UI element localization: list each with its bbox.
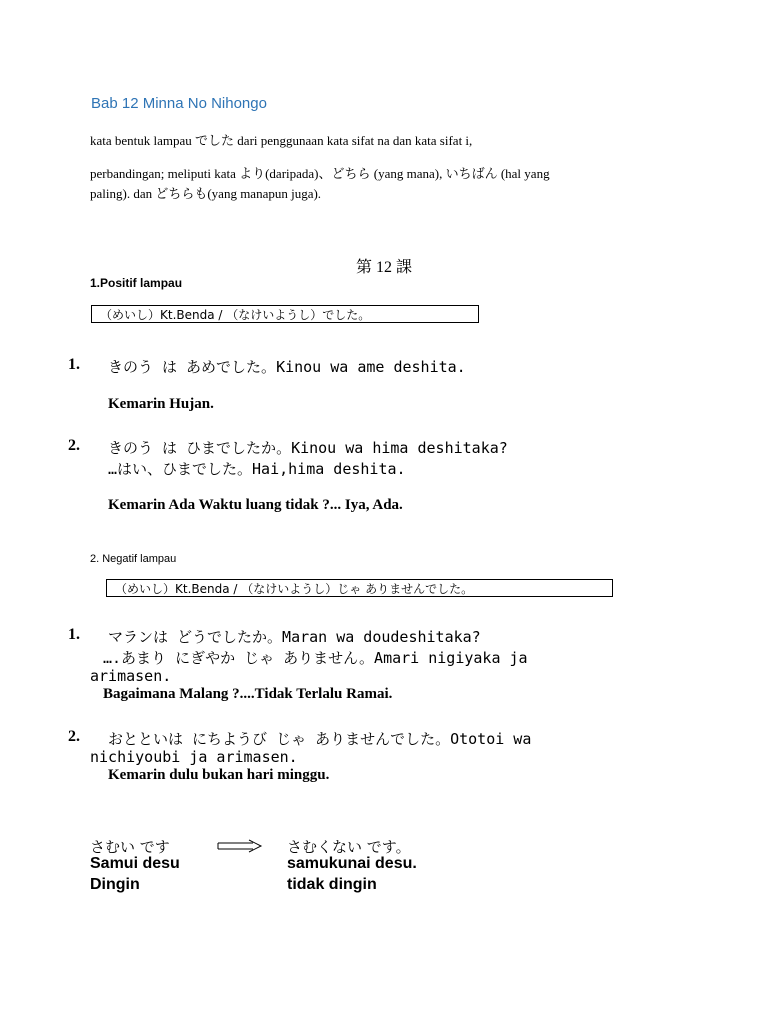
conversion-right-japanese: さむくない です。 <box>287 838 411 856</box>
intro-line-2: perbandingan; meliputi kata より(daripada)、どちら (yang mana), いちばん (hal yang <box>90 166 550 181</box>
conversion-right-meaning: tidak dingin <box>287 876 377 893</box>
s2-example2-translation: Kemarin dulu bukan hari minggu. <box>108 767 330 783</box>
conversion-left-japanese: さむい です <box>90 838 170 856</box>
s1-example1-number: 1. <box>68 356 80 373</box>
conversion-left-romaji: Samui desu <box>90 855 180 872</box>
lesson-heading: 第 12 課 <box>356 259 413 276</box>
intro-line-1: kata bentuk lampau でした dari penggunaan kata sifat na dan kata sifat i, <box>90 133 473 148</box>
arrow-right-icon <box>217 839 263 853</box>
section1-heading: 1.Positif lampau <box>90 276 183 290</box>
s2-example1-japanese-line2: ….あまり にぎやか じゃ ありません。Amari nigiyaka ja <box>103 649 528 667</box>
section2-pattern-box: （めいし）Kt.Benda / （なけいようし）じゃ ありませんでした。 <box>106 579 613 597</box>
s2-example1-japanese-line3: arimasen. <box>90 667 172 685</box>
document-title: Bab 12 Minna No Nihongo <box>91 95 267 112</box>
s1-example2-number: 2. <box>68 437 80 454</box>
s1-example2-japanese: きのう は ひまでしたか。Kinou wa hima deshitaka? <box>108 439 508 457</box>
conversion-right-romaji: samukunai desu. <box>287 855 417 872</box>
s1-example1-japanese: きのう は あめでした。Kinou wa ame deshita. <box>108 358 466 376</box>
s2-example2-number: 2. <box>68 728 80 745</box>
section2-heading: 2. Negatif lampau <box>90 553 177 565</box>
conversion-left-meaning: Dingin <box>90 876 140 893</box>
intro-line-3: paling). dan どちらも(yang manapun juga). <box>90 186 322 201</box>
s1-example2-japanese-line2: …はい、ひまでした。Hai,hima deshita. <box>108 460 406 478</box>
s2-example1-number: 1. <box>68 626 80 643</box>
s2-example1-translation: Bagaimana Malang ?....Tidak Terlalu Ramai. <box>103 686 393 702</box>
s1-example2-translation: Kemarin Ada Waktu luang tidak ?... Iya, Ada. <box>108 497 403 513</box>
section1-pattern-box: （めいし）Kt.Benda / （なけいようし）でした。 <box>91 305 479 323</box>
s2-example2-japanese-line2: nichiyoubi ja arimasen. <box>90 748 298 766</box>
s2-example1-japanese: マランは どうでしたか。Maran wa doudeshitaka? <box>108 628 481 646</box>
s2-example2-japanese: おとといは にちようび じゃ ありませんでした。Ototoi wa <box>108 730 532 748</box>
s1-example1-translation: Kemarin Hujan. <box>108 396 214 412</box>
